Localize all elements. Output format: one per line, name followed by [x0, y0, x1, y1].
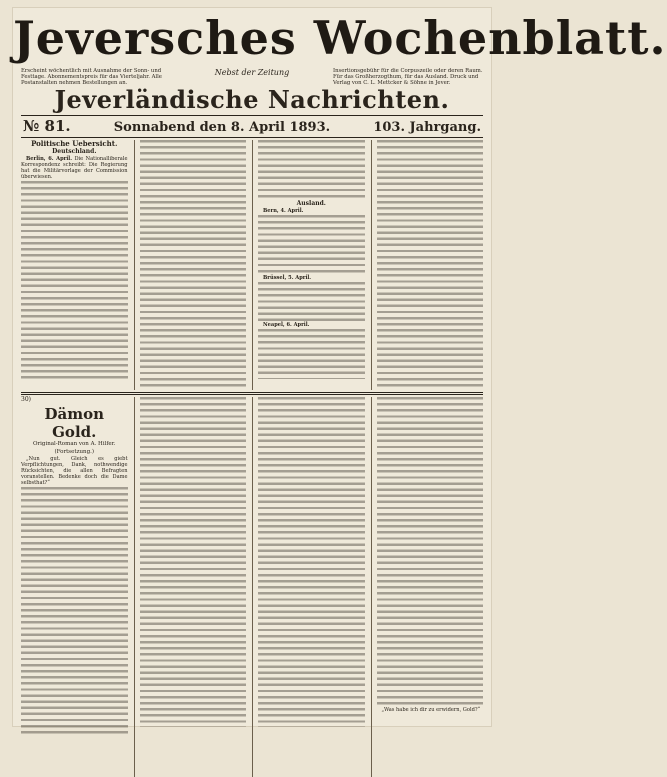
masthead-title: Jeversches Wochenblatt.: [13, 11, 667, 65]
issue-date: Sonnabend den 8. April 1893.: [113, 119, 331, 135]
issue-volume: 103. Jahrgang.: [373, 119, 481, 135]
news-item: [258, 208, 365, 214]
masthead-subtitle: Jeverländische Nachrichten.: [54, 84, 450, 114]
news-columns: [13, 138, 491, 390]
news-item: [21, 156, 128, 180]
text-block: [377, 140, 484, 390]
dateline: [13, 116, 491, 136]
text-block: [258, 282, 365, 322]
news-column-1: [21, 140, 128, 390]
news-item: [258, 322, 365, 328]
insertion-notice: Insertionsgebühr für die Corpuszeile oder deren Raum. Für das Großherzogthum, für das Ausland. Druck und Verlag von C. L. Mettcker & Söhne in Jever.: [333, 68, 483, 87]
story-paragraph: „Was habe ich dir zu erwidern, Gold?“: [381, 706, 481, 713]
issue-number: № 81.: [23, 116, 71, 135]
subscription-notice: Erscheint wöchentlich mit Ausnahme der Sonn- und Festtage. Abonnementspreis für das Vierteljahr. Alle Postanstalten nehmen Bestellungen an.: [21, 68, 162, 87]
story-column-3: [252, 397, 365, 777]
text-block: [258, 397, 365, 727]
text-block: [377, 397, 484, 707]
news-lead: Berlin, 6. April.: [26, 155, 72, 162]
feuilleton-rule: [21, 392, 483, 393]
story-continuation: (Fortsetzung.): [54, 448, 94, 455]
text-block: [21, 181, 128, 381]
text-block: [21, 487, 128, 737]
story-column-4: [371, 397, 484, 777]
newspaper-page: [13, 8, 667, 726]
news-lead-bruessel: Brüssel, 5. April.: [263, 274, 312, 281]
story-title: Dämon Gold.: [44, 404, 104, 441]
feuilleton-section: [13, 395, 491, 777]
story-column-2: [134, 397, 247, 777]
story-column-1: [21, 397, 128, 777]
news-lead-neapel: Neapel, 6. April.: [263, 321, 310, 328]
story-number: 30): [21, 395, 31, 403]
news-lead-bern: Bern, 4. April.: [263, 207, 304, 214]
supplement-notice: Nebst der Zeitung: [214, 68, 290, 77]
text-block: [258, 215, 365, 275]
text-block: [258, 329, 365, 379]
masthead-subrow: [13, 68, 491, 87]
story-byline: Original-Roman von A. Hilfer.: [33, 440, 116, 447]
section-subheading-ausland: Ausland.: [296, 199, 326, 207]
text-block: [140, 397, 247, 727]
news-column-3: [252, 140, 365, 390]
news-column-2: [134, 140, 247, 390]
section-subheading: Deutschland.: [52, 147, 97, 155]
news-item: [258, 275, 365, 281]
story-paragraph: „Nun gut. Gleich es giebt Verpflichtungen, Dank, nothwendige Rücksichten, die allen Befragten voranstellen. Bedenke doch die Dame selbsthat?“: [21, 455, 128, 487]
section-heading: Politische Uebersicht.: [31, 138, 118, 148]
text-block: [258, 140, 365, 200]
news-lead-text: Die Nationalliberale Korrespondenz schreibt: Die Regierung hat die Militärvorlage der Commission überwiesen.: [21, 155, 128, 180]
text-block: [140, 140, 247, 390]
news-column-4: [371, 140, 484, 390]
